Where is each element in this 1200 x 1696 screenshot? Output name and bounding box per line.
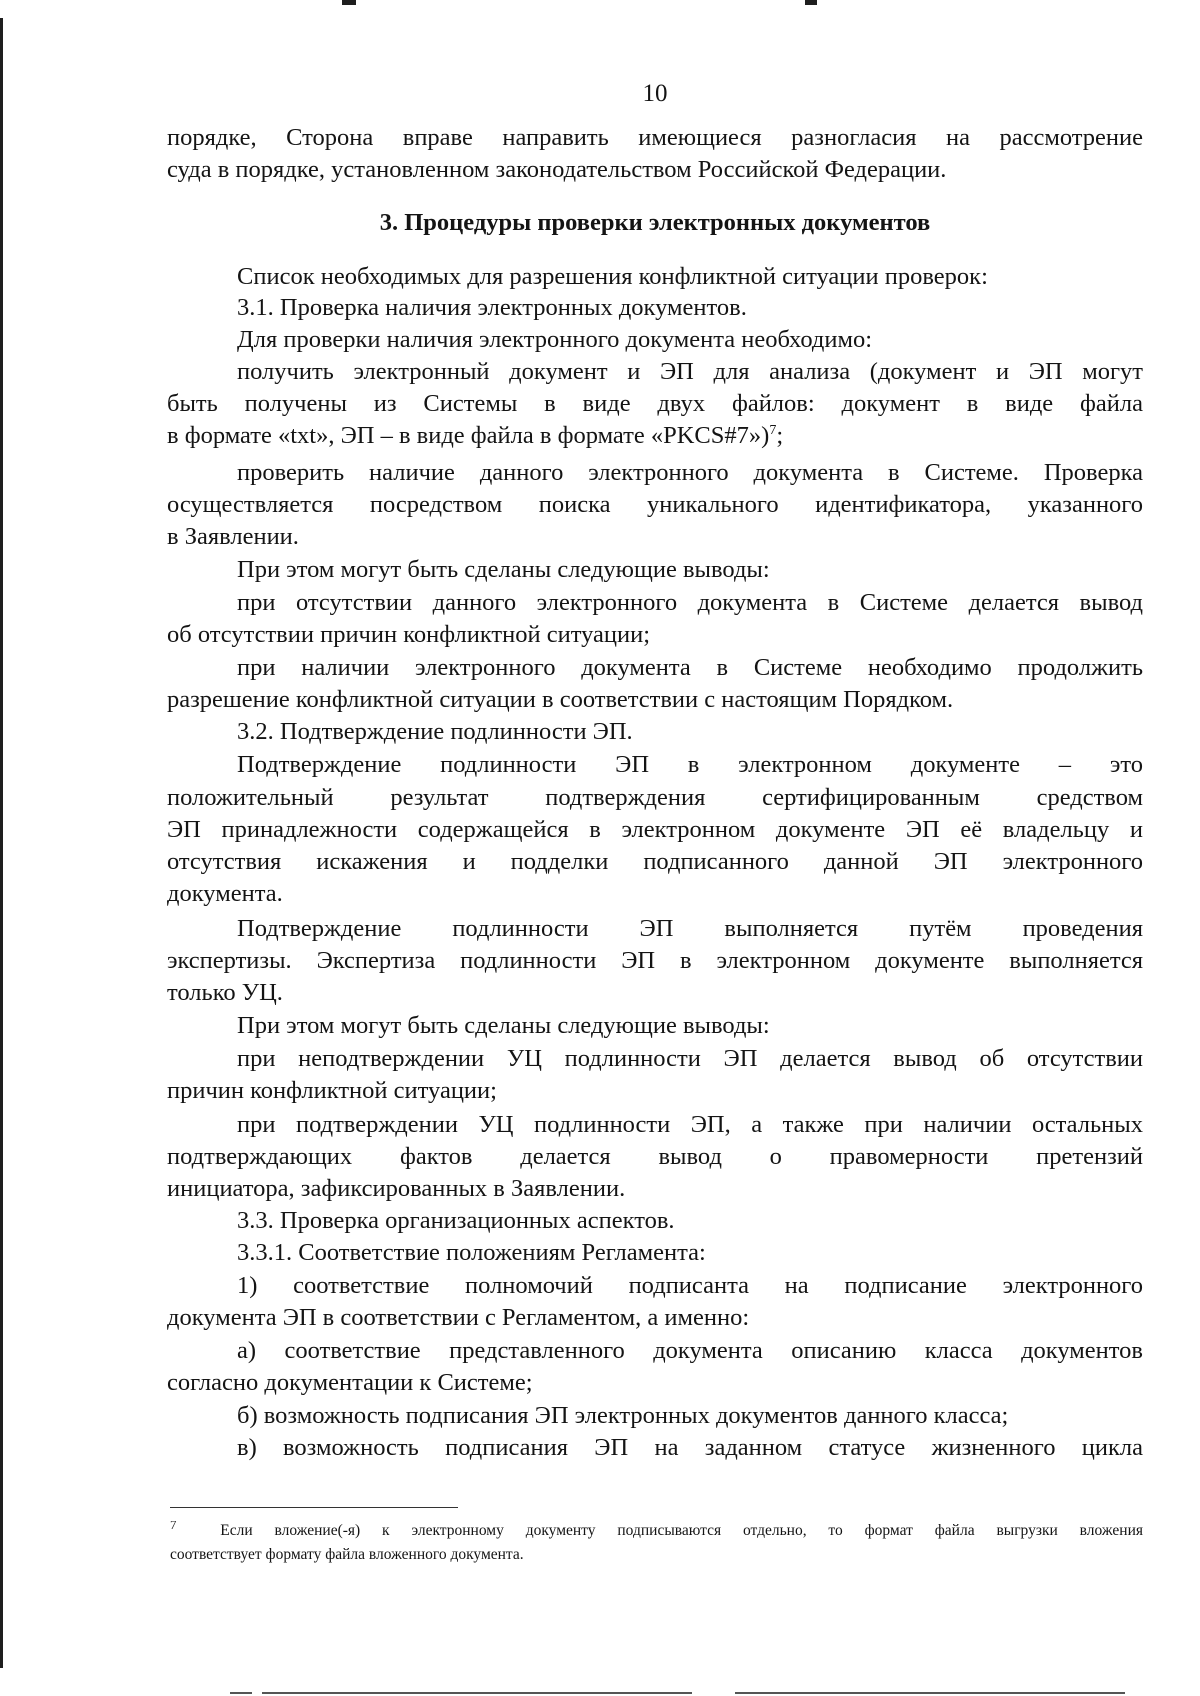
body-line-33: 3.3. Проверка организационных аспектов. <box>237 1207 675 1234</box>
body-line-10: проверить наличие данного электронного документа в Системе. Проверка <box>237 459 1143 486</box>
footnote-marker: 7 <box>170 1521 177 1532</box>
page-number: 10 <box>642 80 668 107</box>
body-line-40: в) возможность подписания ЭП на заданном статусе жизненного цикла <box>237 1434 1143 1461</box>
footnote-line-2: соответствует формату файла вложенного документа. <box>170 1546 524 1563</box>
body-line-27: При этом могут быть сделаны следующие выводы: <box>237 1012 770 1039</box>
body-line-1: порядке, Сторона вправе направить имеющиеся разногласия на рассмотрение <box>167 124 1143 151</box>
scan-edge-left <box>0 18 3 1668</box>
body-line-21: ЭП принадлежности содержащейся в электронном документе ЭП её владельцу и <box>167 816 1143 843</box>
body-line-18: 3.2. Подтверждение подлинности ЭП. <box>237 718 633 745</box>
body-line-24: Подтверждение подлинности ЭП выполняется путём проведения <box>237 915 1143 942</box>
body-line-35: 1) соответствие полномочий подписанта на подписание электронного <box>237 1272 1143 1299</box>
body-line-22: отсутствия искажения и подделки подписанного данной ЭП электронного <box>167 848 1143 875</box>
scan-mark-bottom-2 <box>262 1692 692 1694</box>
body-line-14: при отсутствии данного электронного документа в Системе делается вывод <box>237 589 1143 616</box>
body-line-37: а) соответствие представленного документа описанию класса документов <box>237 1337 1143 1364</box>
body-line-32: инициатора, зафиксированных в Заявлении. <box>167 1175 626 1202</box>
body-line-2: суда в порядке, установленном законодательством Российской Федерации. <box>167 156 947 183</box>
body-line-30: при подтверждении УЦ подлинности ЭП, а также при наличии остальных <box>237 1111 1143 1138</box>
body-line-5: 3.1. Проверка наличия электронных документов. <box>237 294 747 321</box>
body-line-8: быть получены из Системы в виде двух файлов: документ в виде файла <box>167 390 1143 417</box>
body-line-25: экспертизы. Экспертиза подлинности ЭП в электронном документе выполняется <box>167 947 1143 974</box>
body-line-31: подтверждающих фактов делается вывод о правомерности претензий <box>167 1143 1143 1170</box>
body-line-7: получить электронный документ и ЭП для анализа (документ и ЭП могут <box>237 358 1143 385</box>
footnote-line-1: $^7$ Если вложение(-я) к электронному документу подписываются отдельно, то формат файла выгрузки вложения <box>170 1521 1143 1541</box>
body-line-12: в Заявлении. <box>167 523 299 550</box>
body-line-36: документа ЭП в соответствии с Регламентом, а именно: <box>167 1304 750 1331</box>
body-line-4: Список необходимых для разрешения конфликтной ситуации проверок: <box>237 263 988 290</box>
body-line-20: положительный результат подтверждения сертифицированным средством <box>167 784 1143 811</box>
scan-mark-top-left <box>342 0 356 5</box>
body-line-17: разрешение конфликтной ситуации в соответствии с настоящим Порядком. <box>167 686 954 713</box>
scan-mark-top-right <box>805 0 817 5</box>
body-line-38: согласно документации к Системе; <box>167 1369 533 1396</box>
body-line-26: только УЦ. <box>167 979 283 1006</box>
footnote-separator <box>170 1507 458 1508</box>
scan-mark-bottom-3 <box>735 1692 1125 1694</box>
scan-mark-bottom-1 <box>230 1692 252 1694</box>
body-line-15: об отсутствии причин конфликтной ситуации; <box>167 621 651 648</box>
body-line-9: в формате «txt», ЭП – в виде файла в формате «PKCS#7»)$^7$; <box>167 422 784 449</box>
body-line-39: б) возможность подписания ЭП электронных документов данного класса; <box>237 1402 1009 1429</box>
body-line-23: документа. <box>167 880 283 907</box>
body-line-19: Подтверждение подлинности ЭП в электронном документе – это <box>237 751 1143 778</box>
section-heading: 3. Процедуры проверки электронных документов <box>379 209 931 236</box>
body-line-29: причин конфликтной ситуации; <box>167 1077 497 1104</box>
body-line-34: 3.3.1. Соответствие положениям Регламента: <box>237 1239 706 1266</box>
body-line-11: осуществляется посредством поиска уникального идентификатора, указанного <box>167 491 1143 518</box>
body-line-16: при наличии электронного документа в Системе необходимо продолжить <box>237 654 1143 681</box>
body-line-13: При этом могут быть сделаны следующие выводы: <box>237 556 770 583</box>
body-line-28: при неподтверждении УЦ подлинности ЭП делается вывод об отсутствии <box>237 1045 1143 1072</box>
footnote-reference: 7 <box>769 422 777 438</box>
body-line-6: Для проверки наличия электронного документа необходимо: <box>237 326 873 353</box>
